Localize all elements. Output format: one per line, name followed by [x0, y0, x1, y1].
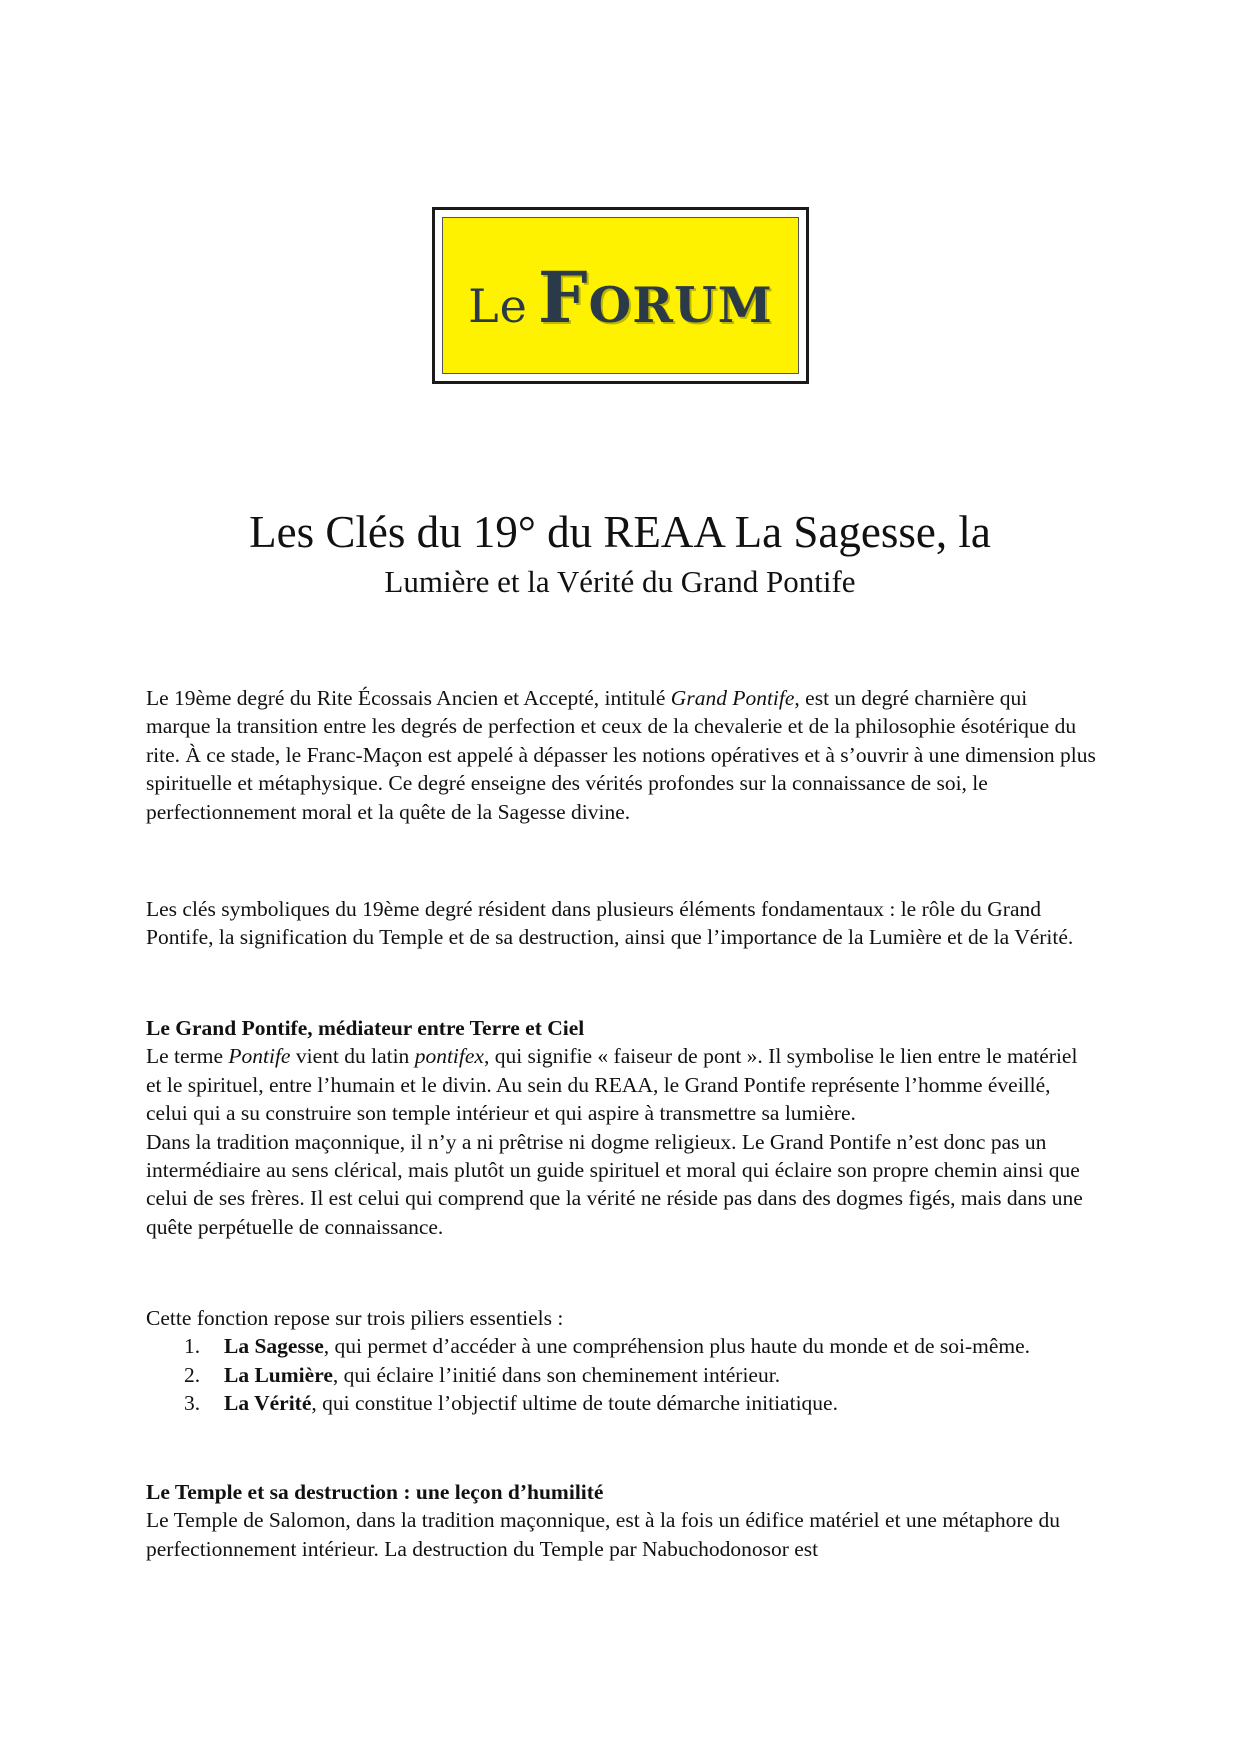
section-temple [146, 1478, 1096, 1563]
pillar-description: , qui éclaire l’initié dans son cheminement intérieur. [332, 1362, 781, 1387]
list-item [146, 1389, 1096, 1417]
list-item [146, 1332, 1096, 1360]
pillar-description: , qui constitue l’objectif ultime de toute démarche initiatique. [311, 1391, 838, 1416]
pillar-name: La Sagesse [224, 1334, 324, 1359]
section-heading-grand-pontife: Le Grand Pontife, médiateur entre Terre et Ciel [146, 1016, 585, 1040]
intro-italic-grand-pontife: Grand Pontife [670, 686, 795, 710]
intro-text-b: , est un degré charnière qui marque la transition entre les degrés de perfection et ceux de la chevalerie et de la philosophie ésotérique du rite. À ce stade, le Franc-Maçon est appelé à dépasser les notions opératives et à s’ouvrir à une dimension plus spirituelle et métaphysique. Ce degré enseigne des vérités profondes sur la connaissance de soi, le perfectionnement moral et la quête de la Sagesse divine. [146, 686, 1096, 824]
section-grand-pontife [146, 1014, 1096, 1241]
list-item [146, 1361, 1096, 1389]
logo-text [443, 256, 798, 339]
pontifex-italic-term: pontifex [414, 1044, 484, 1069]
list-number: 1. [184, 1334, 201, 1359]
logo-forum: Forum [537, 256, 773, 339]
keys-paragraph-block [146, 895, 1096, 952]
pillar-name: La Lumière [224, 1362, 333, 1387]
pontife-paragraph-1 [146, 1042, 1096, 1127]
keys-paragraph: Les clés symboliques du 19ème degré résident dans plusieurs éléments fondamentaux : le rôle du Grand Pontife, la signification du Temple et de sa destruction, ainsi que l’importance de la Lumière et de la Vérité. [146, 897, 1074, 950]
forum-logo [432, 207, 809, 384]
list-number: 3. [184, 1391, 201, 1416]
pillars-list [146, 1332, 1096, 1417]
pontife-paragraph-2: Dans la tradition maçonnique, il n’y a ni prêtrise ni dogme religieux. Le Grand Pontife n’est donc pas un intermédiaire au sens clérical, mais plutôt un guide spirituel et moral qui éclaire son propre chemin ainsi que celui de ses frères. Il est celui qui comprend que la vérité ne réside pas dans des dogmes figés, mais dans une quête perpétuelle de connaissance. [146, 1129, 1083, 1239]
pontife-text-a: Le terme [146, 1044, 229, 1069]
intro-paragraph [146, 684, 1096, 826]
pillar-description: , qui permet d’accéder à une compréhension plus haute du monde et de soi-même. [323, 1334, 1031, 1359]
page-title: Les Clés du 19° du REAA La Sagesse, la [249, 507, 991, 557]
section-heading-temple: Le Temple et sa destruction : une leçon d’humilité [146, 1480, 604, 1504]
pontife-italic-term: Pontife [228, 1044, 291, 1069]
pontife-text-c: , qui signifie « faiseur de pont ». Il symbolise le lien entre le matériel et le spirituel, entre l’humain et le divin. Au sein du REAA, le Grand Pontife représente l’homme éveillé, celui qui a su construire son temple intérieur et qui aspire à transmettre sa lumière. [146, 1044, 1078, 1126]
list-number: 2. [184, 1362, 201, 1387]
pillars-block [146, 1304, 1096, 1418]
page-subtitle: Lumière et la Vérité du Grand Pontife [384, 564, 856, 599]
intro-paragraph-block [146, 684, 1096, 826]
temple-paragraph: Le Temple de Salomon, dans la tradition maçonnique, est à la fois un édifice matériel et une métaphore du perfectionnement intérieur. La destruction du Temple par Nabuchodonosor est [146, 1508, 1060, 1561]
logo-background [442, 217, 799, 374]
logo-le: Le [468, 279, 528, 333]
pillar-name: La Vérité [224, 1391, 312, 1416]
pillars-intro: Cette fonction repose sur trois piliers essentiels : [146, 1306, 564, 1330]
pontife-text-b: vient du latin [290, 1044, 415, 1069]
intro-text-a: Le 19ème degré du Rite Écossais Ancien et Accepté, intitulé [146, 686, 671, 710]
